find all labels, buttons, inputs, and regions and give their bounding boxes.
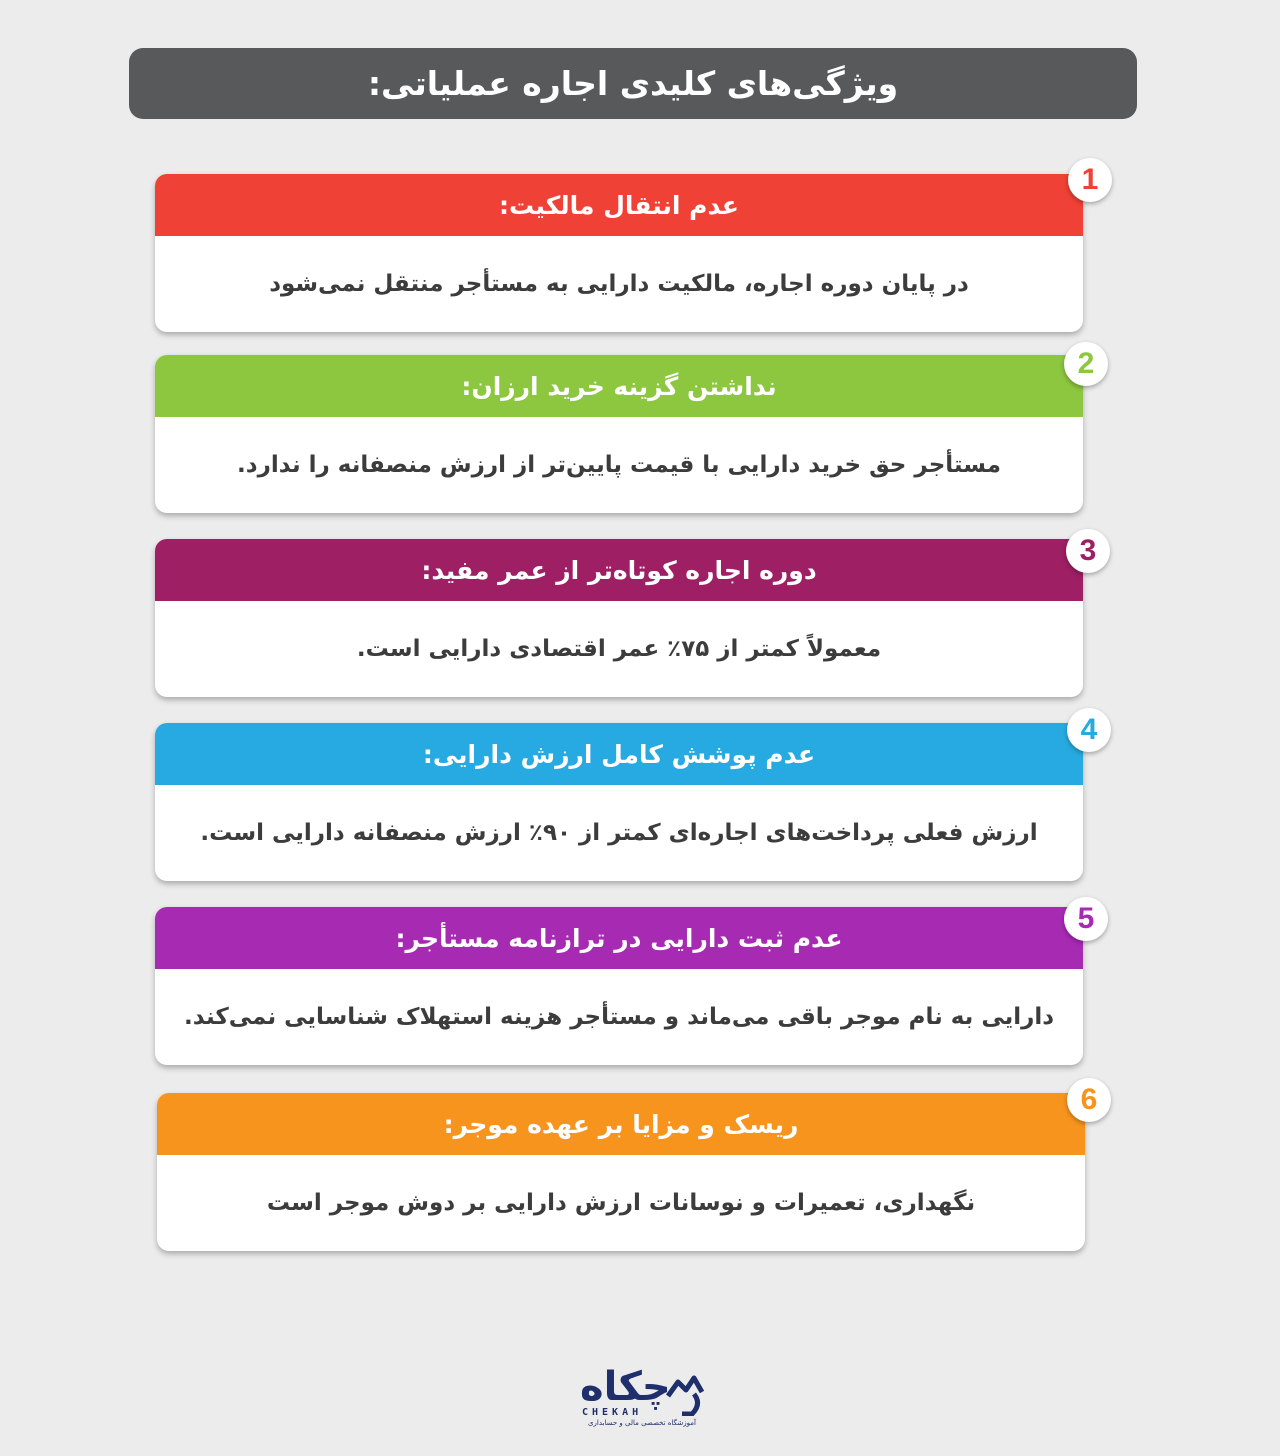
card-heading: ریسک و مزایا بر عهده موجر: (157, 1093, 1085, 1155)
chekah-logo (572, 1362, 712, 1432)
card-text: ارزش فعلی پرداخت‌های اجاره‌ای کمتر از ۹۰٪ ارزش منصفانه دارایی است. (200, 820, 1038, 846)
number-badge-2: 2 (1064, 342, 1108, 386)
feature-card-1 (155, 174, 1083, 332)
card-heading: دوره اجاره کوتاه‌تر از عمر مفید: (155, 539, 1083, 601)
logo-mountain-icon (664, 1366, 704, 1416)
logo-english: CHEKAH (582, 1407, 643, 1418)
logo-wordmark: چکاه (580, 1364, 671, 1410)
page-title: ویژگی‌های کلیدی اجاره عملیاتی: (129, 48, 1137, 119)
card-heading: عدم ثبت دارایی در ترازنامه مستأجر: (155, 907, 1083, 969)
card-heading: عدم انتقال مالکیت: (155, 174, 1083, 236)
number-badge-1: 1 (1068, 158, 1112, 202)
feature-card-4 (155, 723, 1083, 881)
number-badge-6: 6 (1067, 1078, 1111, 1122)
card-heading: نداشتن گزینه خرید ارزان: (155, 355, 1083, 417)
number-badge-4: 4 (1067, 708, 1111, 752)
feature-card-3 (155, 539, 1083, 697)
logo-tagline: آموزشگاه تخصصی مالی و حسابداری (588, 1419, 696, 1427)
feature-card-6 (157, 1093, 1085, 1251)
card-heading: عدم پوشش کامل ارزش دارایی: (155, 723, 1083, 785)
card-text: معمولاً کمتر از ۷۵٪ عمر اقتصادی دارایی است. (356, 636, 882, 662)
card-text: دارایی به نام موجر باقی می‌ماند و مستأجر هزینه استهلاک شناسایی نمی‌کند. (183, 1004, 1055, 1030)
feature-card-2 (155, 355, 1083, 513)
feature-card-5 (155, 907, 1083, 1065)
number-badge-5: 5 (1064, 897, 1108, 941)
card-text: مستأجر حق خرید دارایی با قیمت پایین‌تر از ارزش منصفانه را ندارد. (237, 452, 1001, 478)
card-text: نگهداری، تعمیرات و نوسانات ارزش دارایی بر دوش موجر است (266, 1190, 976, 1216)
number-badge-3: 3 (1066, 529, 1110, 573)
card-text: در پایان دوره اجاره، مالکیت دارایی به مستأجر منتقل نمی‌شود (269, 271, 969, 297)
